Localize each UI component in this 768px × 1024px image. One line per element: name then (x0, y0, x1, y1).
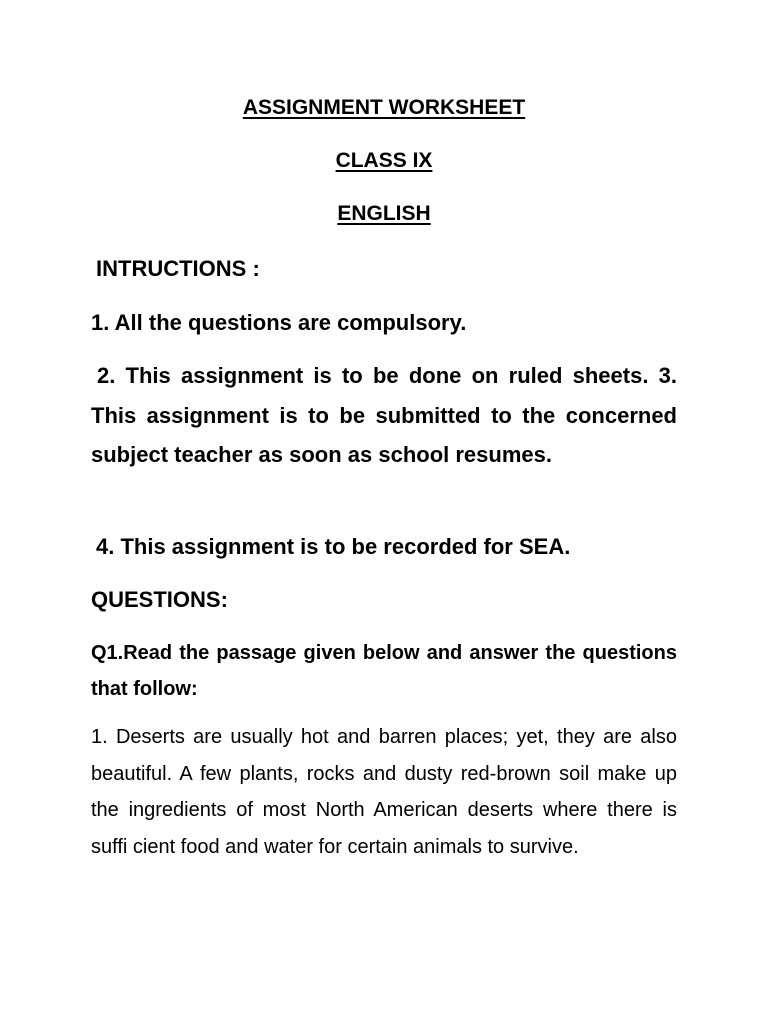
subject-heading: ENGLISH (337, 202, 431, 225)
class-heading: CLASS IX (335, 149, 433, 172)
questions-heading: QUESTIONS: (91, 587, 228, 612)
instruction-item-4: 4. This assignment is to be recorded for SEA. (96, 534, 571, 559)
question-1-prompt: Q1.Read the passage given below and answer the questions that follow: (91, 642, 677, 700)
worksheet-title: ASSIGNMENT WORKSHEET (242, 96, 526, 119)
instructions-heading: INTRUCTIONS : (96, 256, 260, 281)
instruction-item-1: 1. All the questions are compulsory. (91, 310, 467, 335)
passage-paragraph-1: 1. Deserts are usually hot and barren places; yet, they are also beautiful. A few plants, rocks and dusty red-brown soil make up the ingredients of most North American deserts where there is suffi cient food and water for certain animals to survive. (91, 726, 677, 858)
instruction-items-2-3: 2. This assignment is to be done on ruled sheets. 3. This assignment is to be submitted to the concerned subject teacher as soon as school resumes. (91, 363, 677, 467)
